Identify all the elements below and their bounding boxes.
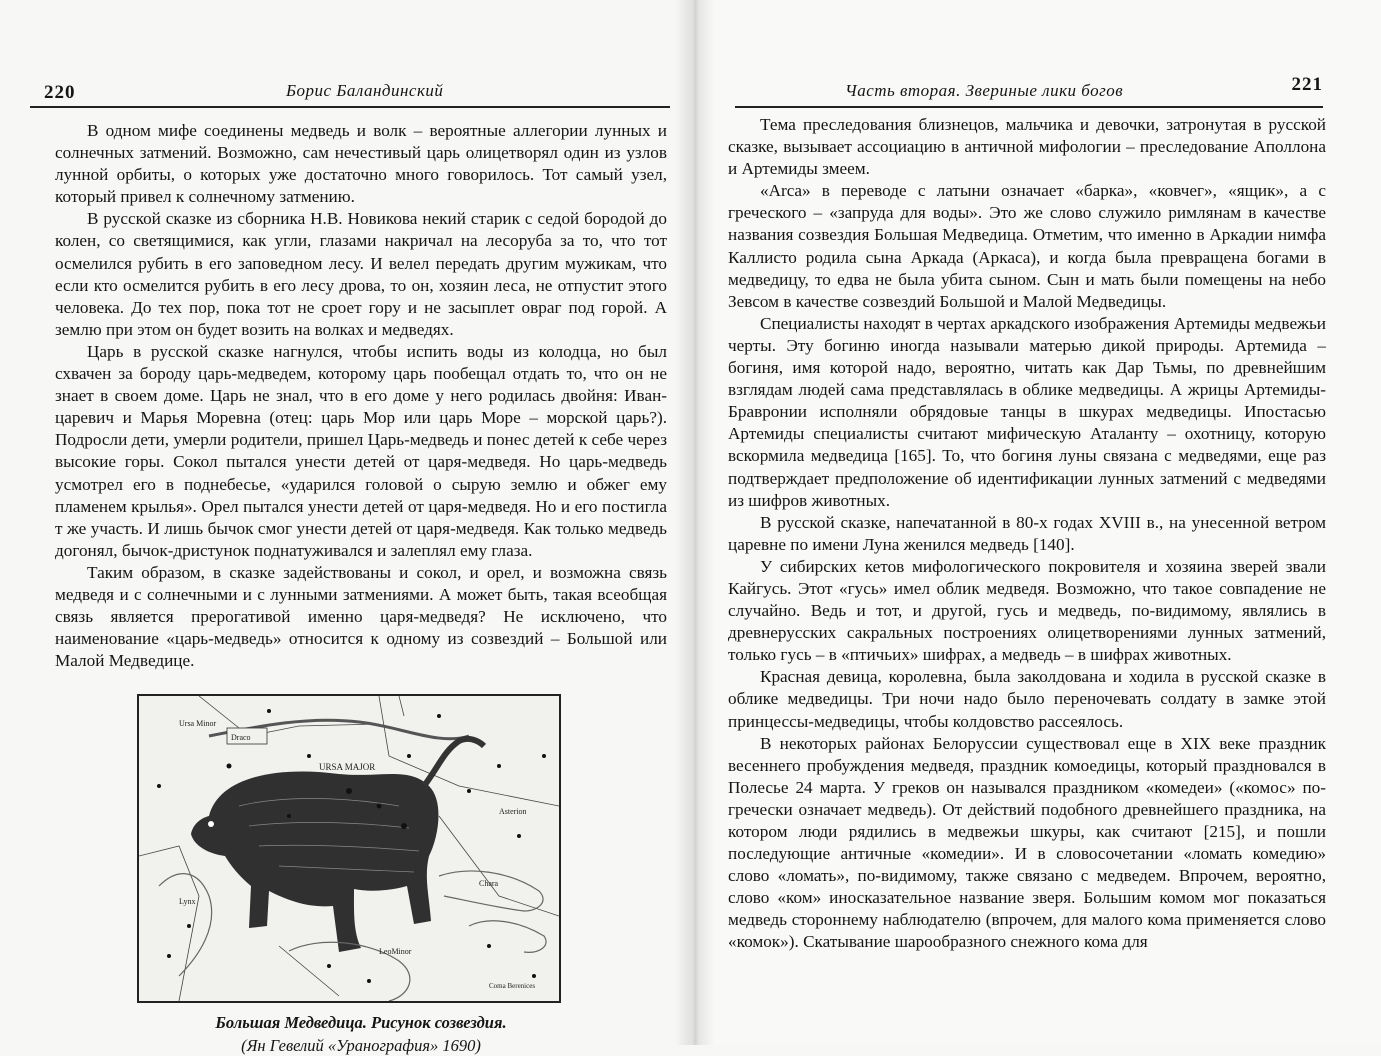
- paragraph: Тема преследования близнецов, мальчика и девочки, затронутая в русской сказке, вызывает ассоциацию в античной мифологии – преследование Аполлона и Артемиды змеем.: [728, 115, 1326, 179]
- ursa-major-illustration: [137, 694, 561, 1003]
- paragraph: В одном мифе соединены медведь и волк – вероятные аллегории лунных и солнечных затмений. Возможно, сам нечестивый царь олицетворял один из узлов лунной орбиты, о которых уже достаточно много говорилось. Тот самый узел, который привел к солнечному затмению.: [55, 121, 667, 207]
- paragraph: Специалисты находят в чертах аркадского изображения Артемиды медвежьи черты. Эту богиню иногда называли матерью дикой природы. Артемида – богиня, имя которой надо, вероятно, читать как Дар Тьмы, по древнейшим взглядам людей сама представлялась в облике медведицы. А жрицы Артемиды-Бравронии исполняли обрядовые танцы в шкурах медведицы. Ипостасью Артемиды специалисты считают мифическую Аталанту – охотницу, которую вскормила медведица [165]. То, что богиня луны связана с медведями, еще раз подтверждает предположение об идентификации лунных затмений с медведями из шифров животных.: [728, 313, 1326, 510]
- paragraph: У сибирских кетов мифологического покровителя и хозяина зверей звали Кайгусь. Этот «гусь» имел облик медведя. Возможно, что такое совпадение не случайно. Ведь и тот, и другой, гусь и медведь, по-видимому, являлись в древнерусских сакральных построениях олицетворениями лунных затмений, только гусь – в «птичьих» шифрах, а медведь – в шифрах животных.: [728, 556, 1326, 665]
- right-text-column: [728, 114, 1326, 954]
- figure-label-draco: Draco: [231, 733, 251, 742]
- figure-label-lynx: Lynx: [179, 897, 196, 906]
- figure-label-ursa-major: URSA MAJOR: [319, 762, 376, 772]
- figure-label-asterion: Asterion: [499, 807, 527, 816]
- chapter-title: Часть вторая. Звериные лики богов: [845, 81, 1124, 100]
- left-text-column: [55, 120, 667, 672]
- right-page: [690, 0, 1381, 1045]
- paragraph: Таким образом, в сказке задействованы и сокол, и орел, и возможна связь медведя и с солнечными и с лунными затмениями. А может быть, такая всеобщая связь является прерогативой именно царя-медведя? Не исключено, что наименование «царь-медведь» относится к одному из созвездий – Большой или Малой Медведице.: [55, 562, 667, 671]
- paragraph: В русской сказке, напечатанной в 80-х годах XVIII в., на унесенной ветром царевне по имени Луна женился медведь [140].: [728, 512, 1326, 554]
- figure-label-leo-minor: LeoMinor: [379, 947, 412, 956]
- page-number-left: 220: [44, 82, 76, 103]
- figure-label-chara: Chara: [479, 879, 499, 888]
- paragraph: В некоторых районах Белоруссии существовал еще в XIX веке праздник весеннего пробуждения медведя, праздник комоедицы, который праздновался в Полесье 24 марта. У греков он назывался праздником «комедеи» («комос» по-гречески означает медведь). От действий подобного древнейшего праздника, на котором люди рядились в медвежьи шкуры, как считают [215], и пошли последующие античные «комедии». И в словосочетании «ломать комедию» слово «ломать», по-видимому, также связано с медведем. Впрочем, вероятно, слово «ком» иносказательное название зверя. Большим комом мог показаться медведь стороннему наблюдателю (впрочем, для малого кома применяется слово «комок»). Скатывание шарообразного снежного кома для: [728, 733, 1326, 952]
- right-running-head: [735, 76, 1323, 108]
- left-running-head: [30, 76, 670, 108]
- book-gutter: [675, 0, 715, 1045]
- left-page: [0, 0, 690, 1055]
- paragraph: «Arca» в переводе с латыни означает «барка», «ковчег», «ящик», а с греческого – «запруда для воды». Это же слово служило римлянам в качестве названия созвездия Большая Медведица. Отметим, что именно в Аркадии нимфа Каллисто родила сына Аркада (Аркаса), и когда была превращена богами в медведицу, то едва не была убита сыном. Сын и мать были помещены на небо Зевсом в качестве созвездий Большой и Малой Медведицы.: [728, 181, 1326, 311]
- author-name: Борис Баландинский: [286, 81, 444, 100]
- figure-caption: Большая Медведица. Рисунок созвездия.: [215, 1013, 507, 1032]
- figure-caption-source: (Ян Гевелий «Уранография» 1690): [241, 1036, 481, 1055]
- paragraph: В русской сказке из сборника Н.В. Новикова некий старик с седой бородой до колен, со светящимися, как угли, глазами накричал на лесоруба за то, что тот осмелился рубить в его заповедном лесу. И велел передать другим мужикам, что если кто осмелится рубить в его лесу дрова, то он, хозяин леса, не отпустит этого человека. До тех пор, пока тот не сроет гору и не засыплет овраг под горой. А землю при этом он будет возить на волках и медведях.: [55, 209, 667, 339]
- page-number-right: 221: [1291, 74, 1323, 95]
- figure-label-ursa-minor: Ursa Minor: [179, 719, 217, 728]
- paragraph: Красная девица, королевна, была заколдована и ходила в русской сказке в облике медведицы. Три ночи надо было переночевать солдату в замке этой принцессы-медведицы, чтобы колдовство рассеялось.: [728, 667, 1326, 731]
- figure-label-coma: Coma Berenices: [489, 982, 536, 990]
- paragraph: Царь в русской сказке нагнулся, чтобы испить воды из колодца, но был схвачен за бороду царь-медведем, которому царь пообещал отдать то, что он не знает в своем доме. Царь не знал, что в его доме у него родилась двойня: Иван-царевич и Марья Моревна (отец: царь Мор или царь Море – морской царь?). Подросли дети, умерли родители, пришел Царь-медведь и понес детей к себе через высокие горы. Сокол пытался унести детей от царя-медведя. Но царь-медведь усмотрел его в поднебесье, «ударился головой о сырую землю и обжег ему пламенем крылья». Орел пытался унести детей от царя-медведя. Но и его постигла т же участь. И лишь бычок смог унести детей от царя-медведя. Как только медведь догонял, бычок-дристунок поднатуживался и залеплял ему глаза.: [55, 341, 667, 560]
